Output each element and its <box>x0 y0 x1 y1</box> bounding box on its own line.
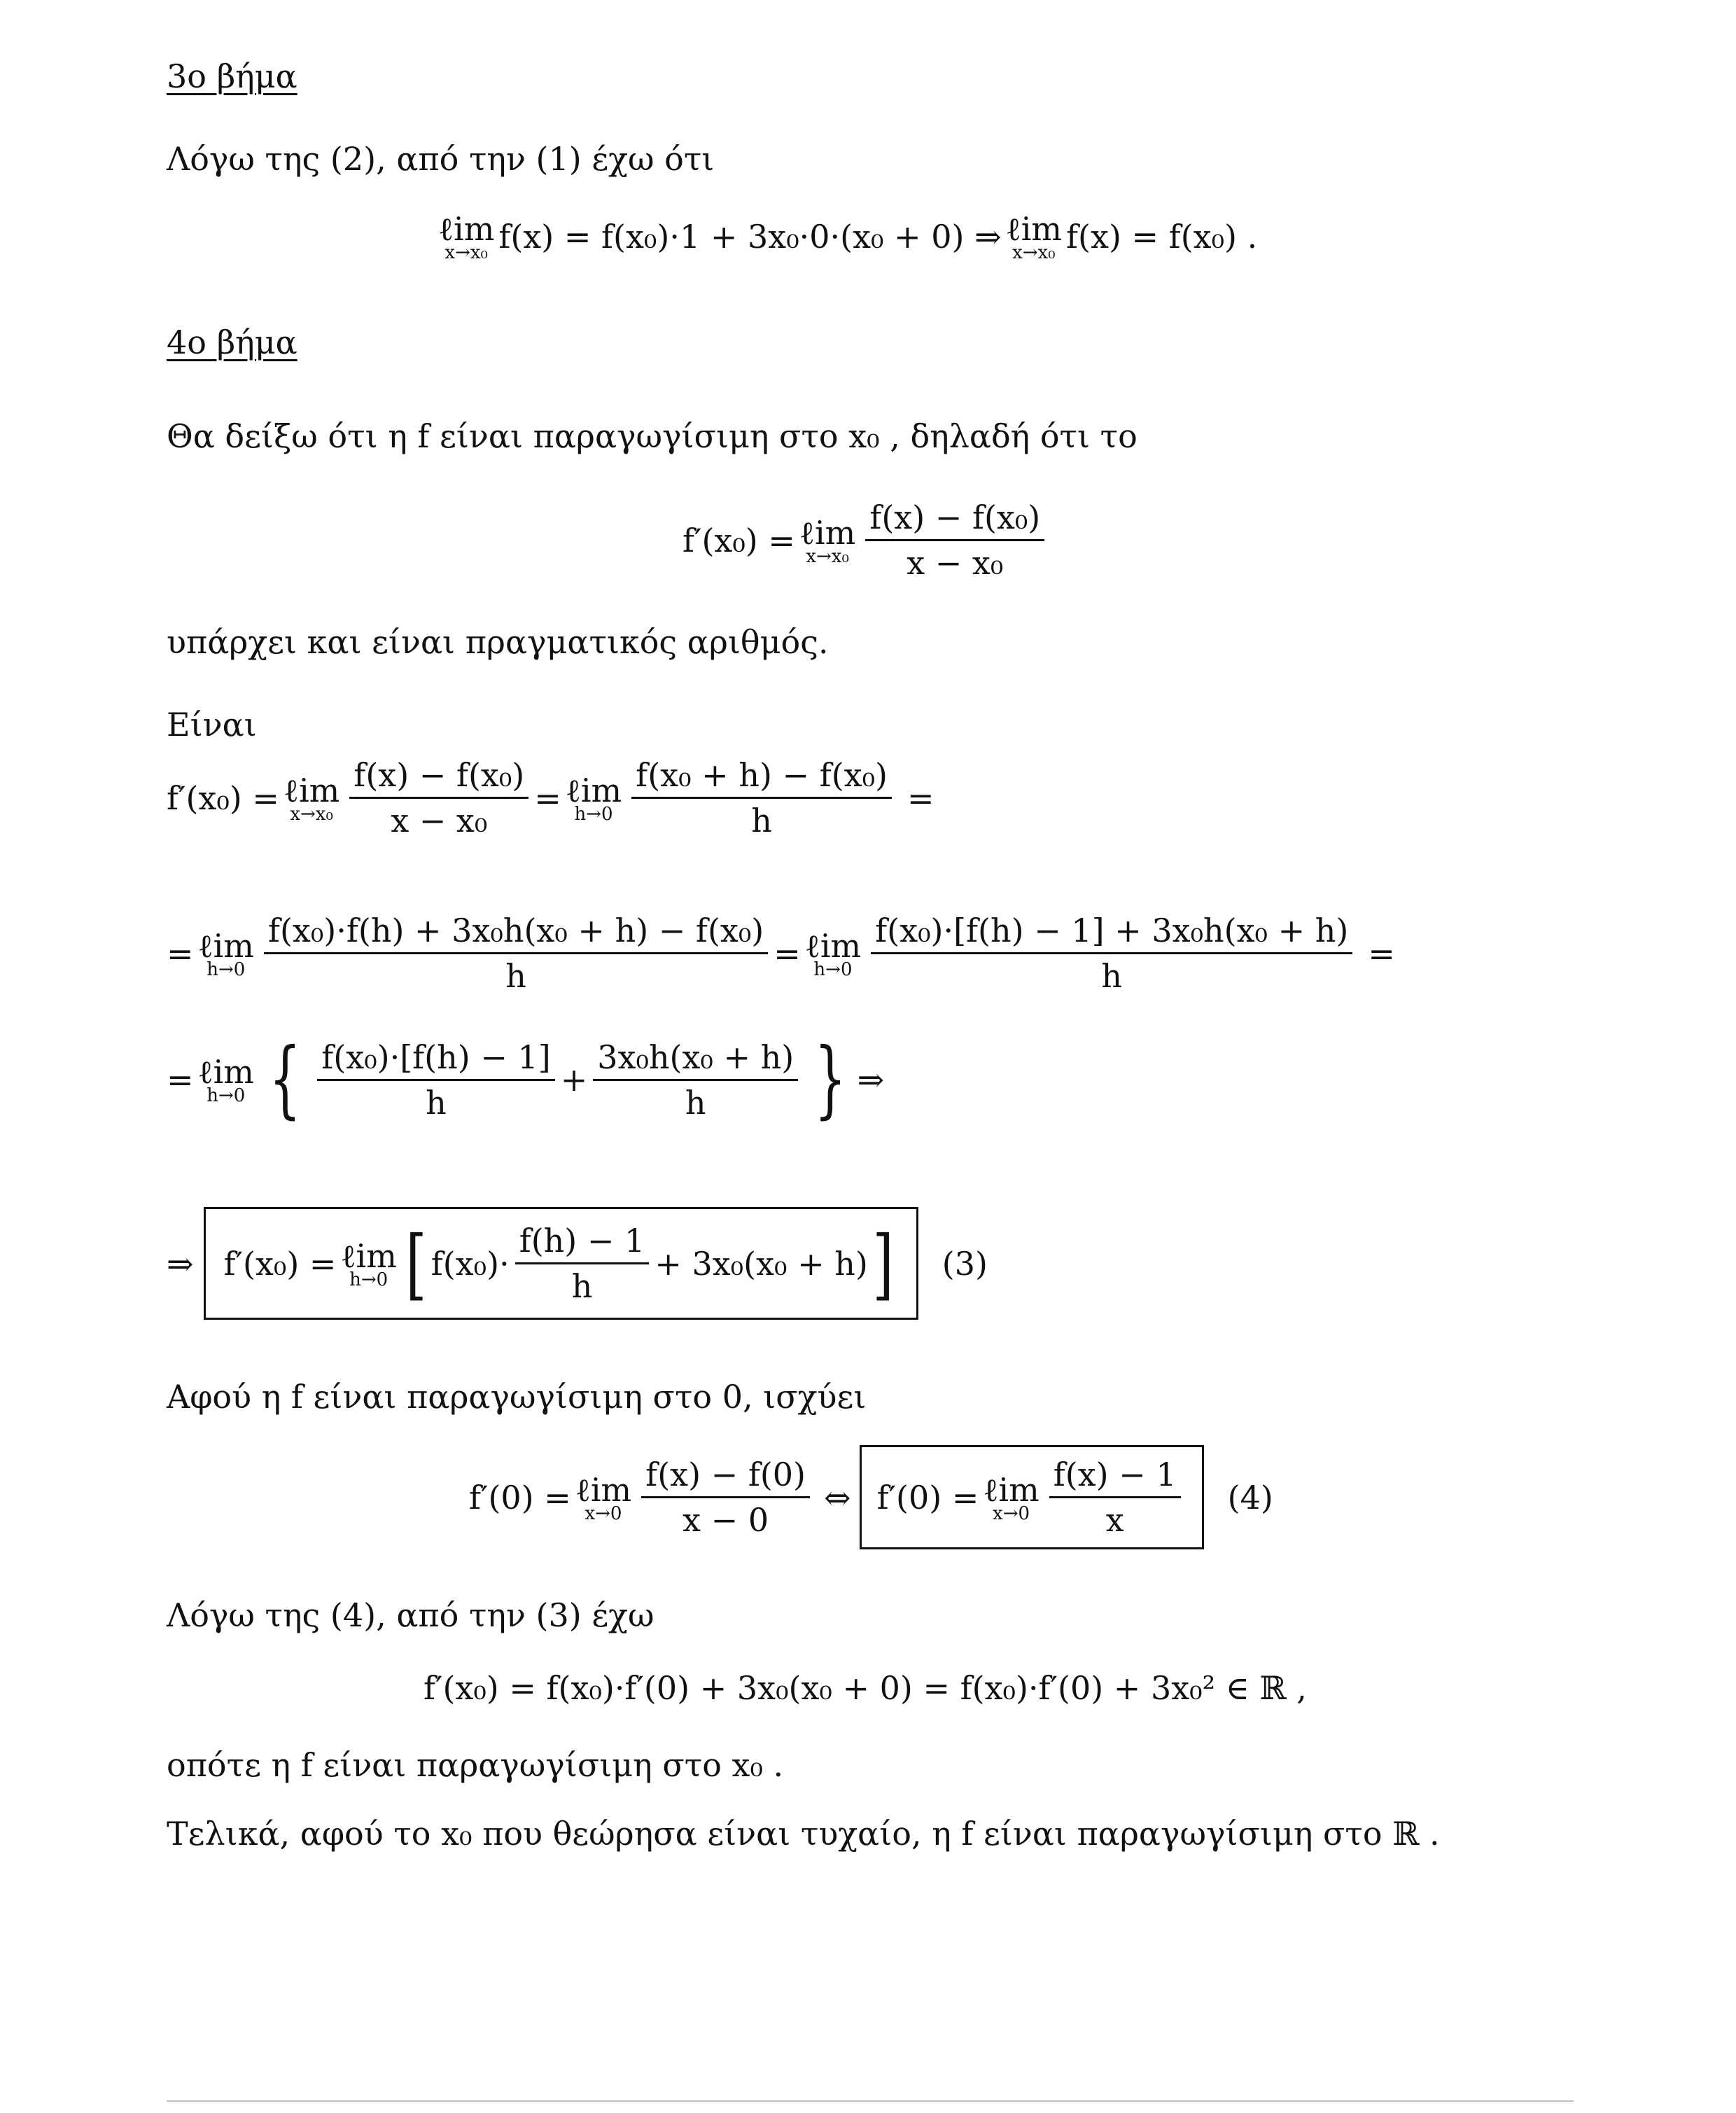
because4-text: Λόγω της (4), από την (3) έχω <box>167 1596 654 1634</box>
derivative-definition: f′(x₀) = ℓim x→x₀ $\frac{\text{f(x) − f(x₀)}}{\text{x − x₀}}$ <box>682 498 1050 582</box>
derivation-line-2: = ℓim h→0 $\frac{\text{f(x₀)·f(h) + 3x₀h(x₀ + h) − f(x₀)}}{h}$ = ℓim h→0 $\frac{\text{f(x₀)·[f(h) − 1] + 3x₀h(x₀ + h)}}{h}$ = <box>167 912 1395 995</box>
fraction: $\frac{f(h) - 1}{h}$ <box>515 1222 650 1305</box>
fraction: $\frac{f(x) - 1}{x}$ <box>1049 1456 1181 1539</box>
limit: ℓim x→x₀ <box>438 210 495 263</box>
fraction: $\frac{f(x) - f(0)}{x - 0}$ <box>641 1456 810 1539</box>
fraction: $\frac{\text{f(x) − f(x₀)}}{\text{x − x₀}}$ <box>865 498 1044 582</box>
derivation-line-1: f′(x₀) = ℓim x→x₀ $\frac{\text{f(x) − f(x₀)}}{\text{x − x₀}}$ = ℓim h→0 $\frac{\text{f(x₀ + h) − f(x₀)}}{h}$ = <box>167 756 934 839</box>
derivation-line-3: = ℓim h→0 { $\frac{\text{f(x₀)·[f(h) − 1]}}{h}$ + $\frac{\text{3x₀h(x₀ + h)}}{h}$ } ⇒ <box>167 1031 885 1128</box>
final-equation: f′(x₀) = f(x₀)·f′(0) + 3x₀(x₀ + 0) = f(x₀)·f′(0) + 3x₀² ∈ ℝ , <box>424 1669 1307 1707</box>
limit: ℓim h→0 <box>565 771 622 825</box>
boxed-result-3: ⇒ f′(x₀) = ℓim h→0 [ f(x₀)· $\frac{f(h) - 1}{h}$ + 3x₀(x₀ + h) ] (3) <box>167 1207 988 1320</box>
fraction: $\frac{\text{f(x₀)·f(h) + 3x₀h(x₀ + h) − f(x₀)}}{h}$ <box>264 912 768 995</box>
equation-tag-3: (3) <box>941 1244 988 1283</box>
limit: ℓim x→x₀ <box>283 771 340 825</box>
result-box: f′(0) = ℓim x→0 $\frac{f(x) - 1}{x}$ <box>860 1445 1204 1549</box>
limit: ℓim x→x₀ <box>799 513 856 567</box>
fraction: $\frac{\text{f(x₀ + h) − f(x₀)}}{h}$ <box>631 756 892 839</box>
fraction: $\frac{\text{f(x) − f(x₀)}}{\text{x − x₀}}$ <box>349 756 528 839</box>
limit: ℓim h→0 <box>197 1053 254 1106</box>
limit: ℓim x→0 <box>575 1470 632 1524</box>
derivative-at-zero: f′(0) = ℓim x→0 $\frac{f(x) - f(0)}{x - 0}$ ⇔ f′(0) = ℓim x→0 $\frac{f(x) - 1}{x}$ (4) <box>469 1445 1273 1549</box>
right-bracket: ] <box>872 1218 894 1309</box>
left-brace: { <box>269 1031 302 1128</box>
step3-equation: ℓim x→x₀ f(x) = f(x₀)·1 + 3x₀·0·(x₀ + 0) ⇒ ℓim x→x₀ f(x) = f(x₀) . <box>438 210 1258 263</box>
einai-text: Είναι <box>167 706 257 744</box>
so-text: οπότε η f είναι παραγωγίσιμη στο x₀ . <box>167 1746 784 1784</box>
footer-divider <box>167 2100 1574 2102</box>
left-bracket: [ <box>405 1218 427 1309</box>
fraction: $\frac{\text{3x₀h(x₀ + h)}}{h}$ <box>593 1038 798 1122</box>
limit: ℓim h→0 <box>804 926 862 980</box>
right-brace: } <box>814 1031 847 1128</box>
step4-intro: Θα δείξω ότι η f είναι παραγωγίσιμη στο x₀ , δηλαδή ότι το <box>167 417 1138 455</box>
limit: ℓim h→0 <box>340 1236 397 1290</box>
since-text: Αφού η f είναι παραγωγίσιμη στο 0, ισχύει <box>167 1378 867 1416</box>
step3-heading: 3ο βήμα <box>167 57 298 95</box>
equation-tag-4: (4) <box>1227 1478 1273 1516</box>
limit: ℓim x→x₀ <box>1005 210 1063 263</box>
step4-heading: 4ο βήμα <box>167 323 298 361</box>
after-definition-text: υπάρχει και είναι πραγματικός αριθμός. <box>167 623 829 661</box>
conclusion-text: Τελικά, αφού το x₀ που θεώρησα είναι τυχαίο, η f είναι παραγωγίσιμη στο ℝ . <box>167 1815 1440 1853</box>
fraction: $\frac{\text{f(x₀)·[f(h) − 1] + 3x₀h(x₀ + h)}}{h}$ <box>871 912 1352 995</box>
step3-intro: Λόγω της (2), από την (1) έχω ότι <box>167 140 715 178</box>
limit: ℓim h→0 <box>197 926 254 980</box>
result-box: f′(x₀) = ℓim h→0 [ f(x₀)· $\frac{f(h) - 1}{h}$ + 3x₀(x₀ + h) ] <box>204 1207 918 1320</box>
fraction: $\frac{\text{f(x₀)·[f(h) − 1]}}{h}$ <box>317 1038 554 1122</box>
limit: ℓim x→0 <box>983 1470 1040 1524</box>
